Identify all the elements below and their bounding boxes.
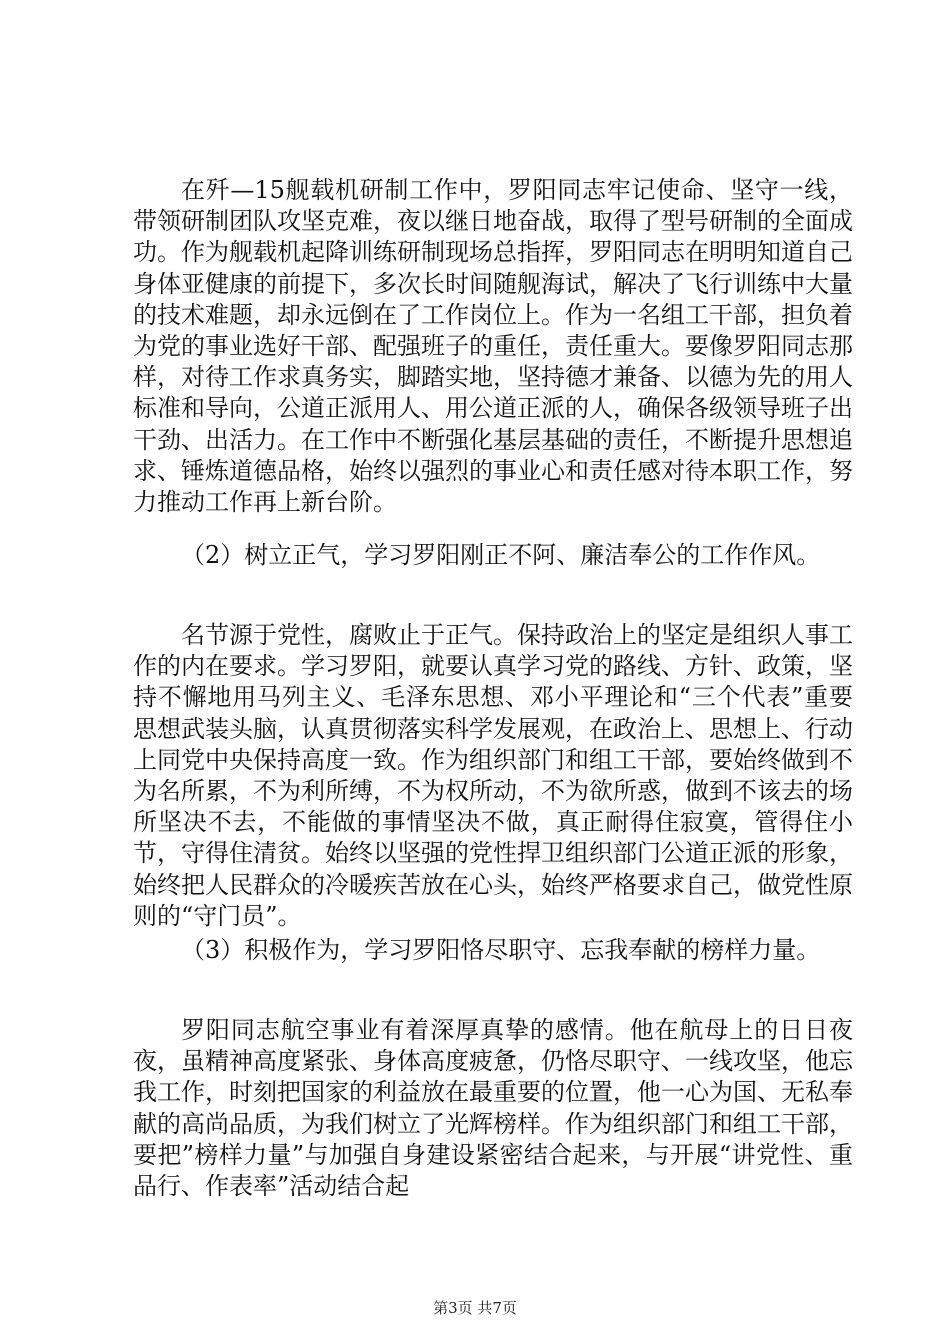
body-section-1: [133, 175, 853, 518]
page-number-label: 第3页 共7页: [433, 1299, 517, 1317]
body-paragraph: 罗阳同志航空事业有着深厚真挚的感情。他在航母上的日日夜夜，虽精神高度紧张、身体高度疲惫，仍恪尽职守、一线攻坚，他忘我工作，时刻把国家的利益放在最重要的位置，他一心为国、无私奉献的高尚品质，为我们树立了光辉榜样。作为组织部门和组工干部，要把”榜样力量”与加强自身建设紧密结合起来，与开展“讲党性、重品行、作表率”活动结合起: [133, 1016, 853, 1201]
body-paragraph: 名节源于党性，腐败止于正气。保持政治上的坚定是组织人事工作的内在要求。学习罗阳，就要认真学习党的路线、方针、政策，坚持不懈地用马列主义、毛泽东思想、邓小平理论和“三个代表”重要思想武装头脑，认真贯彻落实科学发展观，在政治上、思想上、行动上同党中央保持高度一致。作为组织部门和组工干部，要始终做到不为名所累，不为利所缚，不为权所动，不为欲所惑，做到不该去的场所坚决不去，不能做的事情坚决不做，真正耐得住寂寞，管得住小节，守得住清贫。始终以坚强的党性捍卫组织部门公道正派的形象，始终把人民群众的冷暖疾苦放在心头，始终严格要求自己，做党性原则的“守门员”。: [133, 621, 853, 930]
body-section-2: [133, 620, 853, 932]
page-footer: [0, 1298, 950, 1318]
body-section-3: [133, 1015, 853, 1202]
section-heading: （3）积极作为，学习罗阳恪尽职守、忘我奉献的榜样力量。: [181, 936, 821, 964]
body-paragraph: 在歼—15舰载机研制工作中，罗阳同志牢记使命、坚守一线，带领研制团队攻坚克难，夜以继日地奋战，取得了型号研制的全面成功。作为舰载机起降训练研制现场总指挥，罗阳同志在明明知道自己身体亚健康的前提下，多次长时间随舰海试，解决了飞行训练中大量的技术难题，却永远倒在了工作岗位上。作为一名组工干部，担负着为党的事业选好干部、配强班子的重任，责任重大。要像罗阳同志那样，对待工作求真务实，脚踏实地，坚持德才兼备、以德为先的用人标准和导向，公道正派用人、用公道正派的人，确保各级领导班子出干劲、出活力。在工作中不断强化基层基础的责任，不断提升思想追求、锤炼道德品格，始终以强烈的事业心和责任感对待本职工作，努力推动工作再上新台阶。: [133, 176, 853, 517]
section-heading: （2）树立正气，学习罗阳刚正不阿、廉洁奉公的工作作风。: [181, 541, 821, 569]
section-heading-2-container: [133, 540, 853, 571]
section-heading-3-container: [133, 935, 853, 966]
